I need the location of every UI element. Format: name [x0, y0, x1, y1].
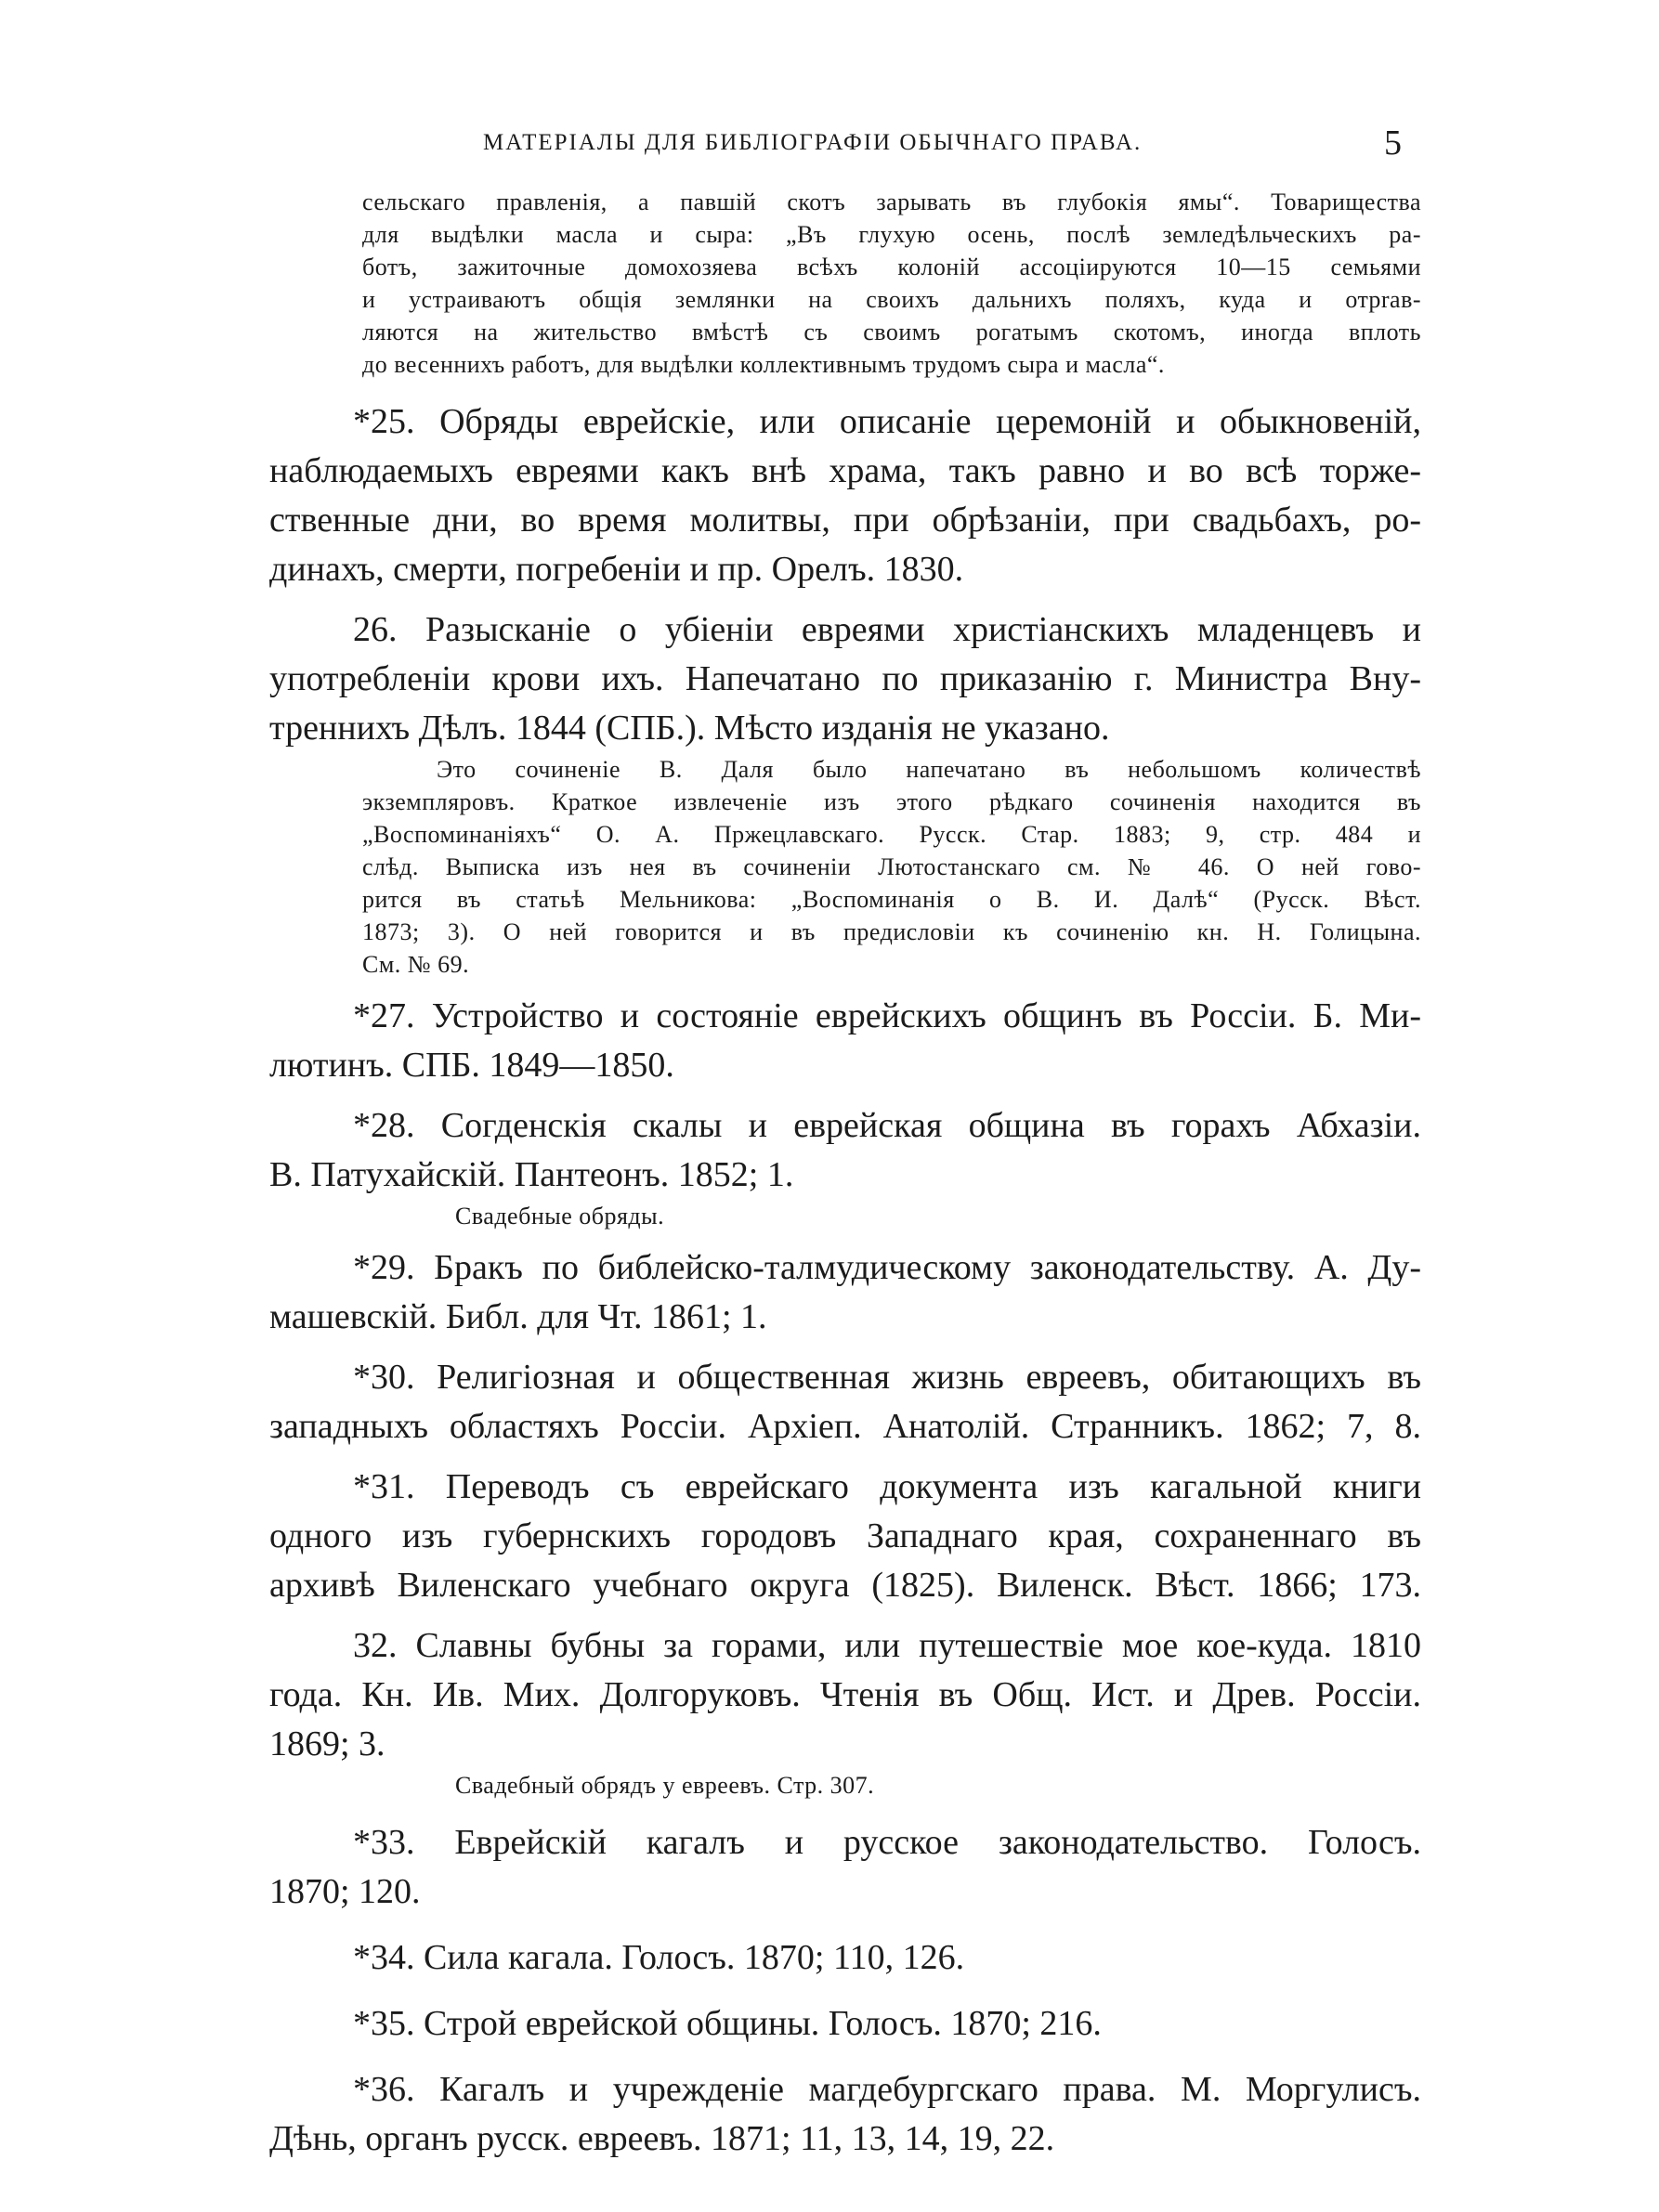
text-line: сельскаго правленія, а павшій скотъ зарывать въ глубокія ямы“. Товарищества [362, 189, 1421, 215]
entry-27 [269, 992, 1421, 1090]
entry-36 [269, 2065, 1421, 2164]
entry-25 [269, 397, 1421, 594]
text-line: 1870; 120. [269, 1872, 421, 1911]
text-line: См. № 69. [362, 951, 470, 978]
page-number: 5 [1384, 124, 1402, 163]
text-line: *33. Еврейскій кагалъ и русское законодательство. Голосъ. [353, 1823, 1421, 1862]
entry-32 [269, 1621, 1421, 1769]
entry-33 [269, 1818, 1421, 1917]
text-line: лютинъ. СПБ. 1849—1850. [269, 1046, 674, 1085]
text-line: динахъ, смерти, погребеніи и пр. Орелъ. 1830. [269, 550, 964, 589]
text-line: до весеннихъ работъ, для выдѣлки коллективнымъ трудомъ сыра и масла“. [362, 351, 1165, 378]
entry-35 [269, 1999, 1421, 2049]
text-line: *35. Строй еврейской общины. Голосъ. 1870; 216. [353, 2004, 1102, 2043]
text-line: В. Патухайскій. Пантеонъ. 1852; 1. [269, 1155, 794, 1194]
text-line: *28. Согденскія скалы и еврейская община въ горахъ Абхазіи. [353, 1106, 1421, 1145]
text-line: *29. Бракъ по библейско-талмудическому законодательству. А. Ду- [353, 1248, 1421, 1287]
entry-34 [269, 1933, 1421, 1983]
text-line: наблюдаемыхъ евреями какъ внѣ храма, такъ равно и во всѣ торже- [269, 451, 1421, 490]
text-line: ботъ, зажиточные домохозяева всѣхъ колоній ассоціируются 10—15 семьями [362, 254, 1421, 280]
text-line: ственные дни, во время молитвы, при обрѣзаніи, при свадьбахъ, ро- [269, 501, 1421, 540]
text-line: Свадебные обряды. [455, 1203, 665, 1230]
text-line: употребленіи крови ихъ. Напечатано по приказанію г. Министра Вну- [269, 659, 1421, 698]
text-line: Дѣнь, органъ русск. евреевъ. 1871; 11, 13, 14, 19, 22. [269, 2119, 1055, 2158]
text-line: треннихъ Дѣлъ. 1844 (СПБ.). Мѣсто изданія не указано. [269, 709, 1110, 748]
text-line: *27. Устройство и состояніе еврейскихъ общинъ въ Россіи. Б. Ми- [353, 996, 1421, 1035]
entry-31 [269, 1463, 1421, 1610]
text-line: одного изъ губернскихъ городовъ Западнаго края, сохраненнаго въ [269, 1516, 1421, 1555]
text-line: западныхъ областяхъ Россіи. Архіеп. Анатолій. Странникъ. 1862; 7, 8. [269, 1407, 1421, 1446]
text-line: и устраиваютъ общія землянки на своихъ дальнихъ поляхъ, куда и отprав- [362, 286, 1421, 313]
text-line: экземпляровъ. Краткое извлеченіе изъ этого рѣдкаго сочиненія находится въ [362, 788, 1421, 815]
text-line: Это сочиненіе В. Даля было напечатано въ небольшомъ количествѣ [437, 756, 1421, 783]
text-line: ляются на жительство вмѣстѣ съ своимъ рогатымъ скотомъ, иногда вплоть [362, 319, 1421, 345]
page-body [269, 186, 1421, 2164]
text-line: 1873; 3). О ней говорится и въ предисловіи къ сочиненію кн. Н. Голицына. [362, 918, 1421, 945]
text-line: рится въ статьѣ Мельникова: „Воспоминанія о В. И. Далѣ“ (Русск. Вѣст. [362, 886, 1421, 913]
entry-30 [269, 1353, 1421, 1451]
text-line: слѣд. Выписка изъ нея въ сочиненіи Лютостанскаго см. № 46. О ней гово- [362, 853, 1421, 880]
entry-26 [269, 605, 1421, 753]
note-26 [269, 753, 1421, 981]
text-line: *34. Сила кагала. Голосъ. 1870; 110, 126. [353, 1938, 965, 1977]
text-line: архивѣ Виленскаго учебнаго округа (1825). Виленск. Вѣст. 1866; 173. [269, 1566, 1421, 1605]
text-line: для выдѣлки масла и сыра: „Въ глухую осень, послѣ земледѣльческихъ ра- [362, 221, 1421, 248]
entry-28 [269, 1101, 1421, 1200]
text-line: машевскій. Библ. для Чт. 1861; 1. [269, 1297, 767, 1336]
text-line: *31. Переводъ съ еврейскаго документа изъ кагальной книги [353, 1467, 1421, 1506]
note-28 [269, 1200, 1421, 1232]
text-line: 26. Разысканіе о убіеніи евреями христіанскихъ младенцевъ и [353, 610, 1421, 649]
text-line: Свадебный обрядъ у евреевъ. Стр. 307. [455, 1772, 875, 1799]
note-32 [269, 1769, 1421, 1802]
note-continuation [269, 186, 1421, 381]
text-line: 1869; 3. [269, 1724, 385, 1763]
text-line: 32. Славны бубны за горами, или путешествіе мое кое-куда. 1810 [353, 1626, 1421, 1665]
text-line: *30. Религіозная и общественная жизнь евреевъ, обитающихъ въ [353, 1358, 1421, 1397]
text-line: года. Кн. Ив. Мих. Долгоруковъ. Чтенія въ Общ. Ист. и Древ. Россіи. [269, 1675, 1421, 1714]
text-line: „Воспоминаніяхъ“ О. А. Пржецлавскаго. Русск. Стар. 1883; 9, стр. 484 и [362, 821, 1421, 848]
text-line: *36. Кагалъ и учрежденіе магдебургскаго права. М. Моргулисъ. [353, 2070, 1421, 2109]
entry-29 [269, 1243, 1421, 1342]
running-title: МАТЕРІАЛЫ ДЛЯ БИБЛІОГРАФІИ ОБЫЧНАГО ПРАВА. [483, 130, 1143, 155]
text-line: *25. Обряды еврейскіе, или описаніе церемоній и обыкновеній, [353, 402, 1421, 441]
